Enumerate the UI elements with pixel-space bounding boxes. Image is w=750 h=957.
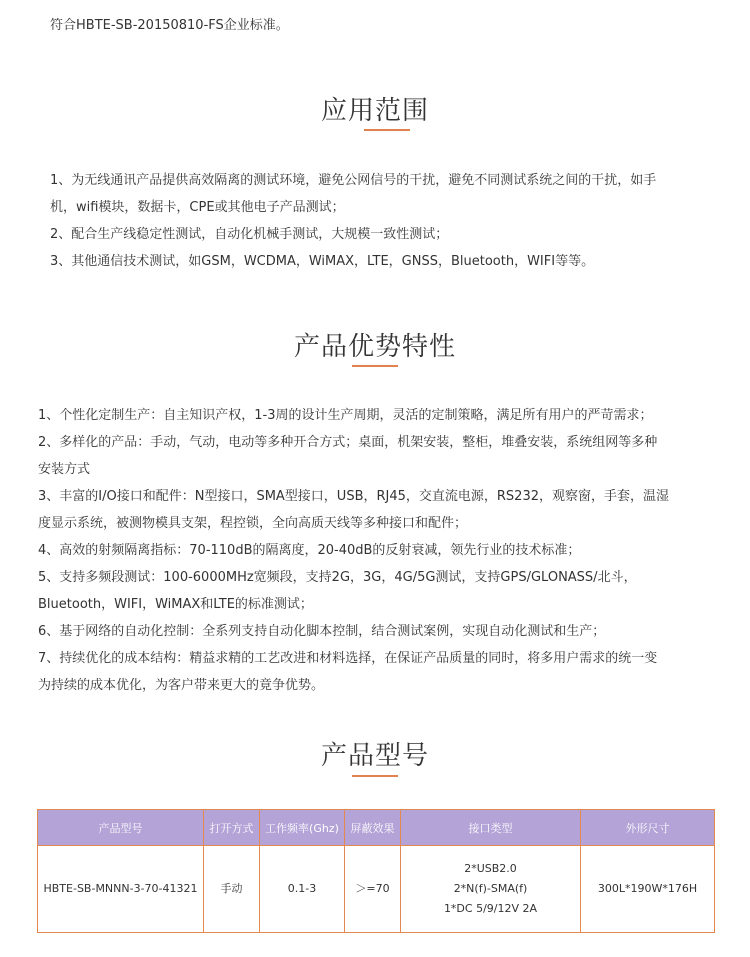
header-shield: 屏蔽效果	[345, 810, 401, 846]
header-freq: 工作频率(Ghz)	[260, 810, 345, 846]
model-spec-table	[37, 809, 715, 933]
interface-line: 2*N(f)-SMA(f)	[453, 882, 528, 895]
section-title-models: 产品型号	[320, 741, 429, 771]
title-underline	[352, 775, 398, 777]
list-item: 4、高效的射频隔离指标：70-110dB的隔离度，20-40dB的反射衰减，领先行业的技术标准；	[38, 543, 581, 558]
cell-size: 300L*190W*176H	[581, 846, 715, 933]
header-size: 外形尺寸	[581, 810, 715, 846]
list-item: 3、丰富的I/O接口和配件：N型接口，SMA型接口，USB，RJ45，交直流电源，RS232，观察窗，手套，温湿	[38, 489, 669, 504]
header-model: 产品型号	[38, 810, 204, 846]
list-item: 度显示系统，被测物模具支架，程控锁，全向高质天线等多种接口和配件；	[38, 516, 468, 531]
table-row	[38, 846, 715, 933]
intro-text: 符合HBTE-SB-20150810-FS企业标准。	[50, 18, 289, 33]
list-item: 7、持续优化的成本结构：精益求精的工艺改进和材料选择，在保证产品质量的同时，将多用户需求的统一变	[38, 651, 658, 666]
interface-line: 1*DC 5/9/12V 2A	[443, 902, 538, 915]
cell-shield: ＞=70	[345, 846, 401, 933]
list-item: 6、基于网络的自动化控制：全系列支持自动化脚本控制，结合测试案例，实现自动化测试和生产；	[38, 624, 606, 639]
list-item: Bluetooth，WIFI，WiMAX和LTE的标准测试；	[38, 597, 313, 612]
cell-freq: 0.1-3	[260, 846, 345, 933]
title-underline	[352, 365, 398, 367]
interface-line: 2*USB2.0	[464, 862, 517, 875]
list-item: 1、为无线通讯产品提供高效隔离的测试环境，避免公网信号的干扰，避免不同测试系统之间的干扰，如手	[50, 173, 657, 188]
cell-model: HBTE-SB-MNNN-3-70-41321	[38, 846, 204, 933]
scope-list	[50, 167, 720, 275]
header-interfaces: 接口类型	[401, 810, 581, 846]
title-underline	[364, 129, 410, 131]
list-item: 2、配合生产线稳定性测试，自动化机械手测试，大规模一致性测试；	[50, 227, 449, 242]
list-item: 机，wifi模块，数据卡，CPE或其他电子产品测试；	[50, 200, 345, 215]
cell-interfaces	[401, 846, 581, 933]
list-item: 为持续的成本优化，为客户带来更大的竟争优势。	[38, 678, 325, 693]
list-item: 3、其他通信技术测试，如GSM，WCDMA，WiMAX，LTE，GNSS，Bluetooth，WIFI等等。	[50, 254, 595, 269]
table-header-row	[38, 810, 715, 846]
list-item: 安装方式	[38, 462, 91, 477]
list-item: 5、支持多频段测试：100-6000MHz宽频段，支持2G，3G，4G/5G测试，支持GPS/GLONASS/北斗，	[38, 570, 637, 585]
section-title-advantages: 产品优势特性	[293, 332, 456, 362]
cell-open: 手动	[204, 846, 260, 933]
list-item: 2、多样化的产品：手动，气动，电动等多种开合方式；桌面，机架安装，整柜，堆叠安装，系统组网等多种	[38, 435, 658, 450]
section-title-scope: 应用范围	[320, 96, 429, 126]
header-open: 打开方式	[204, 810, 260, 846]
advantages-list	[38, 402, 728, 699]
list-item: 1、个性化定制生产：自主知识产权，1-3周的设计生产周期，灵活的定制策略，满足所有用户的严苛需求；	[38, 408, 653, 423]
